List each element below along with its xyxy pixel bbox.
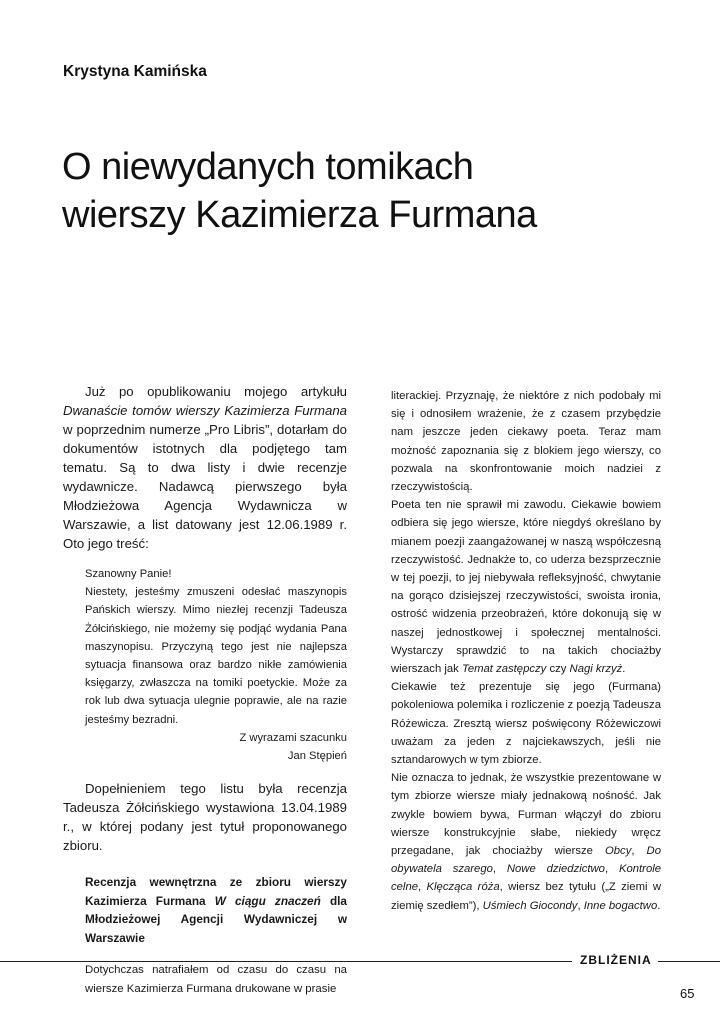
- quoted-letter: [85, 565, 347, 765]
- title-line-2: wierszy Kazimierza Furmana: [62, 194, 537, 236]
- left-column: [63, 382, 347, 999]
- body-paragraph-2: Dopełnieniem tego listu była recenzja Tadeusza Żółcińskiego wystawiona 13.04.1989 r., w której podany jest tytuł proponowanego zbioru.: [63, 781, 347, 854]
- review-paragraph-2: literackiej. Przyznaję, że niektóre z nich podobały mi się i odnosiłem wrażenie, że z czasem przybędzie nam jeszcze jeden ciekawy poeta. Teraz mam możność zapoznania się z blokiem jego wierszy, co pozwala na skonfrontowanie moich nadziei z rzeczywistością.: [391, 390, 661, 494]
- section-label: ZBLIŻENIA: [580, 953, 652, 967]
- letter-signature: Jan Stępień: [287, 750, 347, 763]
- author-name: Krystyna Kamińska: [63, 63, 207, 80]
- page-number: 65: [680, 986, 695, 1001]
- title-line-1: O niewydanych tomikach: [62, 146, 474, 188]
- right-column: [391, 387, 661, 915]
- intro-paragraph: Już po opublikowaniu mojego artykułu Dwanaście tomów wierszy Kazimierza Furmana w poprzednim numerze „Pro Libris”, dotarłam do dokumentów istotnych dla podjętego tam tematu. Są to dwa listy i dwie recenzje wydawnicze. Nadawcą pierwszego była Młodzieżowa Agencja Wydawnicza w Warszawie, a list datowany jest 12.06.1989 r. Oto jego treść:: [63, 384, 347, 551]
- letter-greeting: Szanowny Panie!: [85, 568, 172, 580]
- footer-rule-right: [658, 961, 720, 962]
- letter-body: Niestety, jesteśmy zmuszeni odesłać maszynopis Pańskich wierszy. Mimo niezłej recenzji Tadeusza Żółcińskiego, nie możemy się podjąć wydania Pana maszynopisu. Przyczyną tego jest nie najlepsza sytuacja finansowa oraz bardzo nikłe zamówienia księgarzy, zwłaszcza na tomiki poetyckie. Może za rok lub dwa sytuacja ulegnie poprawie, ale na razie jesteśmy bezradni.: [85, 586, 347, 726]
- footer-rule-left: [0, 961, 572, 962]
- letter-closing: Z wyrazami szacunku: [239, 731, 347, 744]
- review-paragraph-3: Poeta ten nie sprawił mi zawodu. Ciekawie bowiem odbiera się jego wiersze, które niegdyś określano by mianem poezji zaangażowanej w naszą współczesną rzeczywistość. Jednakże to, co uderza bezsprzecznie w tej poezji, to jej niebywała refleksyjność, chwytanie na gorąco dzisiejszej rzeczywistości, swoista ironia, ostrość widzenia przeobrażeń, które dokonują się w naszej jednostkowej i społecznej mentalności. Wystarczy sprawdzić to na takich chociażby wierszach jak Temat zastępczy czy Nagi krzyż.: [391, 499, 661, 676]
- article-title: [62, 143, 662, 239]
- review-paragraph-5: Nie oznacza to jednak, że wszystkie prezentowane w tym zbiorze wiersze miały jednakową nośność. Jak zwykle bowiem bywa, Furman włączył do zbioru wiersze konstrukcyjnie słabe, niekiedy wręcz przegadane, jak chociażby wiersze Obcy, Do obywatela szarego, Nowe dziedzictwo, Kontrole celne, Klęcząca róża, wiersz bez tytułu („Z ziemi w ziemię szedłem”), Uśmiech Giocondy, Inne bogactwo.: [391, 772, 662, 912]
- review-paragraph-4: Ciekawie też prezentuje się jego (Furmana) pokoleniowa polemika i rozliczenie z poezją Tadeusza Różewicza. Zresztą wiersz poświęcony Różewiczowi uważam za jeden z najciekawszych, jeśli nie sztandarowych w tym zbiorze.: [391, 681, 661, 767]
- review-heading: Recenzja wewnętrzna ze zbioru wierszy Kazimierza Furmana W ciągu znaczeń dla Młodzieżowej Agencji Wydawniczej w Warszawie: [85, 875, 347, 945]
- cited-article-title: Dwanaście tomów wierszy Kazimierza Furmana: [63, 403, 347, 418]
- review-paragraph-1: Dotychczas natrafiałem od czasu do czasu na wiersze Kazimierza Furmana drukowane w prasie: [85, 964, 347, 996]
